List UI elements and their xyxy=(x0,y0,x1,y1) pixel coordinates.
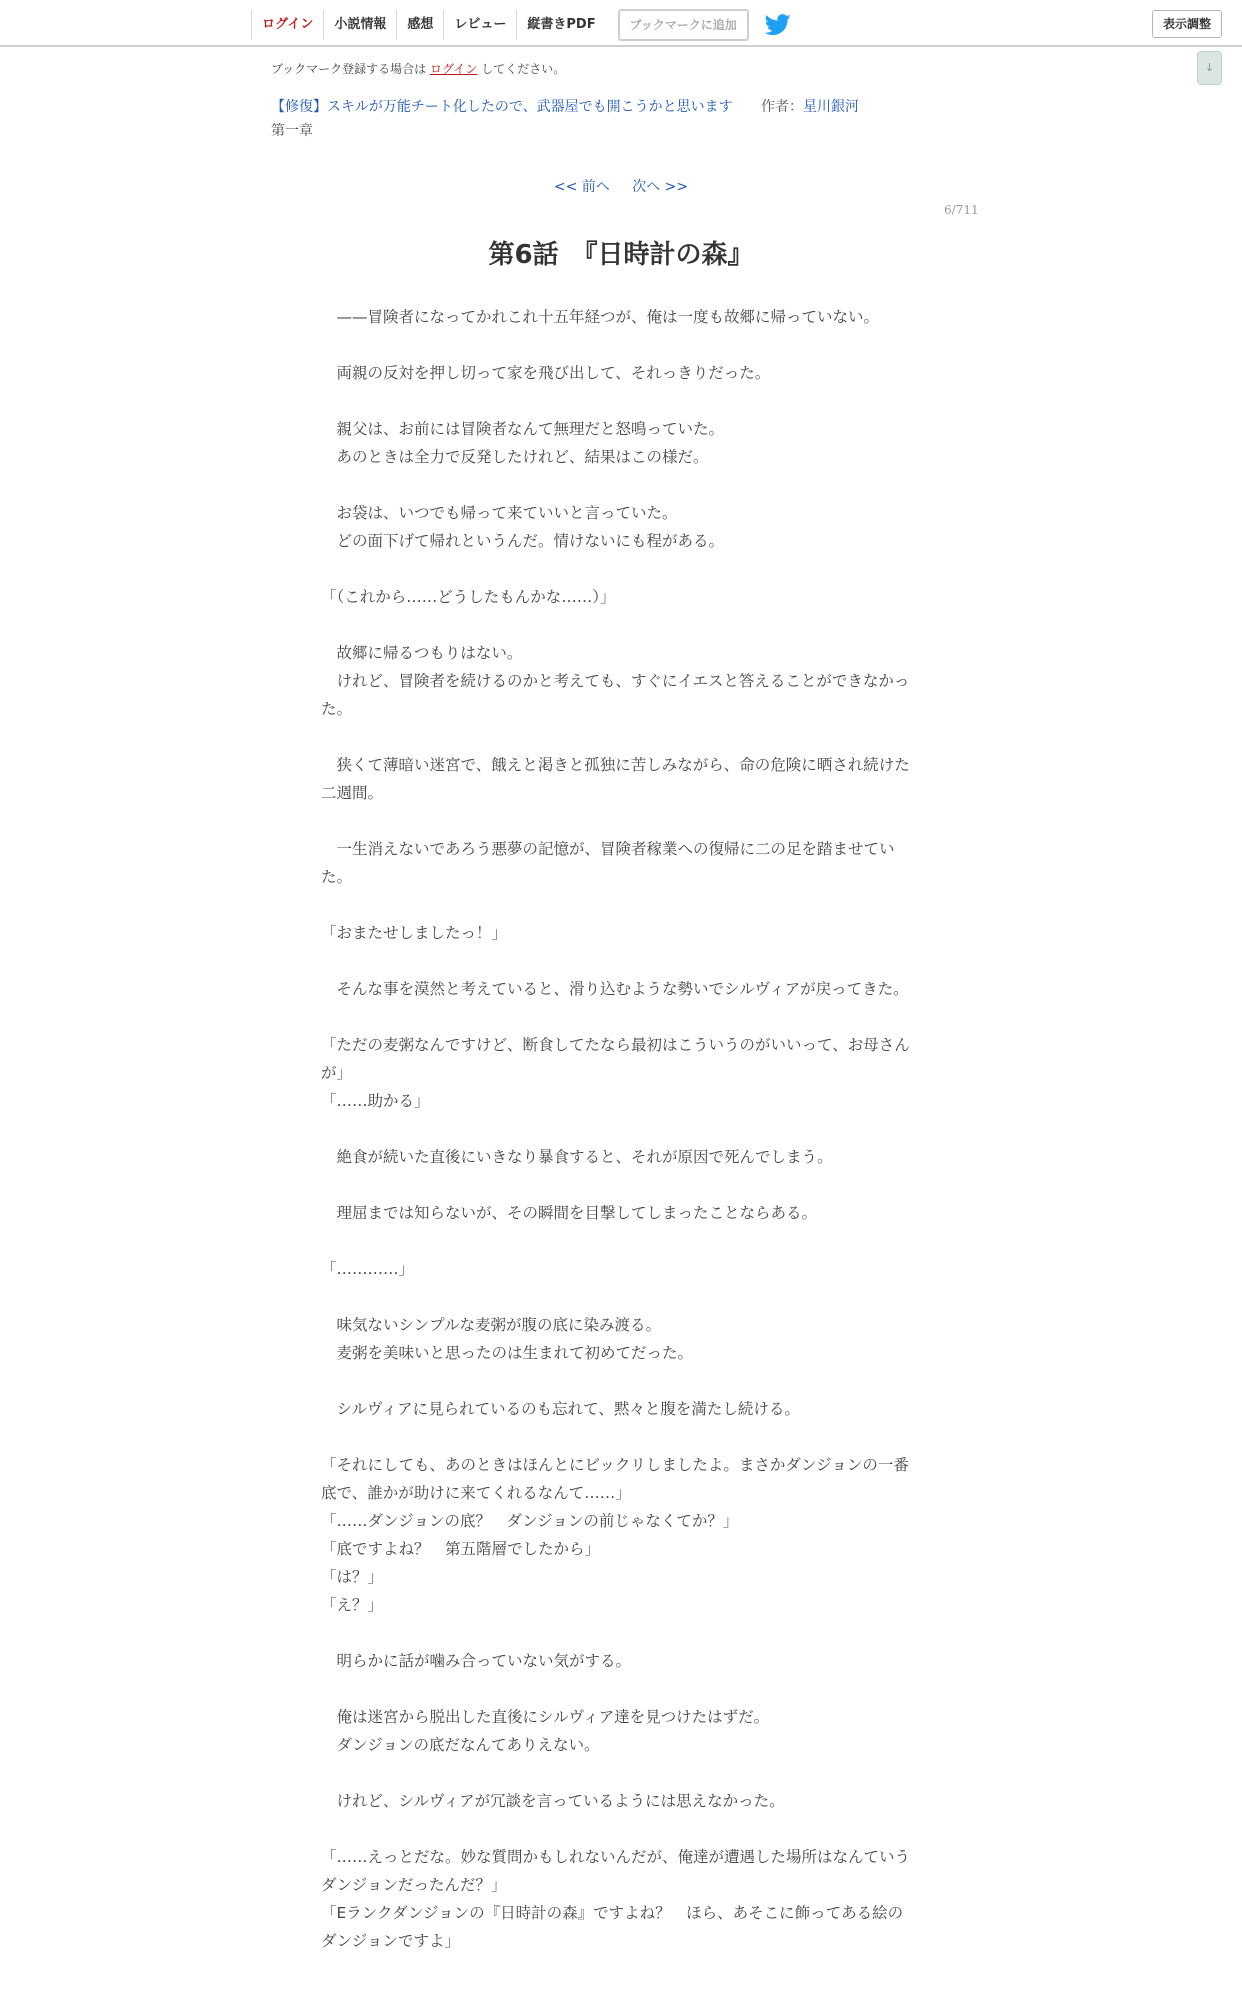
body-line: けれど、シルヴィアが冗談を言っているようには思えなかった。 xyxy=(321,1792,785,1810)
body-line: 俺は迷宮から脱出した直後にシルヴィア達を見つけたはずだ。 xyxy=(321,1708,770,1726)
blank-line xyxy=(321,723,917,751)
body-line: 明らかに話が噛み合っていない気がする。 xyxy=(321,1652,632,1670)
body-line: 「Eランクダンジョンの『日時計の森』ですよね？ ほら、あそこに飾ってある絵のダンジョンですよ」 xyxy=(321,1904,904,1950)
body-line: ダンジョンの底だなんてありえない。 xyxy=(321,1736,600,1754)
body-line: 理屈までは知らないが、その瞬間を目撃してしまったことならある。 xyxy=(321,1204,818,1222)
nav-impressions-link[interactable]: 感想 xyxy=(396,10,443,40)
blank-line xyxy=(321,1003,917,1031)
nav-review-link[interactable]: レビュー xyxy=(443,10,516,40)
notice-login-link[interactable]: ログイン xyxy=(430,62,478,76)
body-line: 「おまたせしましたっ！」 xyxy=(321,924,508,942)
blank-line xyxy=(321,1619,917,1647)
episode-title: 第6話 『日時計の森』 xyxy=(488,240,754,270)
body-line: 「え？」 xyxy=(321,1596,384,1614)
nav-novel-info-link[interactable]: 小説情報 xyxy=(323,10,396,40)
blank-line xyxy=(321,1423,917,1451)
blank-line xyxy=(321,1115,917,1143)
body-line: 両親の反対を押し切って家を飛び出して、それっきりだった。 xyxy=(321,364,771,382)
notice-prefix: ブックマーク登録する場合は xyxy=(271,62,427,76)
blank-line xyxy=(321,1367,917,1395)
twitter-bird-icon[interactable] xyxy=(765,14,791,36)
body-line: 「は？」 xyxy=(321,1568,384,1586)
nav-links xyxy=(251,10,791,40)
blank-line xyxy=(321,807,917,835)
body-line: 麦粥を美味いと思ったのは生まれて初めてだった。 xyxy=(321,1344,694,1362)
top-nav-bar xyxy=(0,0,1242,47)
blank-line xyxy=(321,1227,917,1255)
body-line: ——冒険者になってかれこれ十五年経つが、俺は一度も故郷に帰っていない。 xyxy=(321,308,880,326)
body-line: 「ただの麦粥なんですけど、断食してたなら最初はこういうのがいいって、お母さんが」 xyxy=(321,1036,910,1082)
body-line: どの面下げて帰れというんだ。情けないにも程がある。 xyxy=(321,532,725,550)
body-line: そんな事を漠然と考えていると、滑り込むような勢いでシルヴィアが戻ってきた。 xyxy=(321,980,909,998)
novel-body-text xyxy=(321,303,917,1955)
blank-line xyxy=(321,1171,917,1199)
body-line: 「……助かる」 xyxy=(321,1092,430,1110)
body-line: 味気ないシンプルな麦粥が腹の底に染み渡る。 xyxy=(321,1316,661,1334)
body-line: 親父は、お前には冒険者なんて無理だと怒鳴っていた。 xyxy=(321,420,725,438)
nav-login-link[interactable]: ログイン xyxy=(251,10,323,40)
nav-vertical-pdf-link[interactable]: 縦書きPDF xyxy=(516,10,605,40)
add-bookmark-button[interactable]: ブックマークに追加 xyxy=(618,9,749,41)
blank-line xyxy=(321,555,917,583)
blank-line xyxy=(321,1759,917,1787)
episode-pager xyxy=(0,176,1242,196)
next-episode-link[interactable]: 次へ >> xyxy=(632,179,689,195)
blank-line xyxy=(321,947,917,975)
body-line: 「……えっとだな。妙な質問かもしれないんだが、俺達が遭遇した場所はなんていうダンジョンだったんだ？」 xyxy=(321,1848,911,1894)
episode-count: 6/711 xyxy=(944,203,979,217)
body-line: けれど、冒険者を続けるのかと考えても、すぐにイエスと答えることができなかった。 xyxy=(321,672,910,718)
body-line: 一生消えないであろう悪夢の記憶が、冒険者稼業への復帰に二の足を踏ませていた。 xyxy=(321,840,895,886)
blank-line xyxy=(321,1283,917,1311)
blank-line xyxy=(321,387,917,415)
arrow-down-icon[interactable]: ↓ xyxy=(1197,51,1222,85)
body-line: 故郷に帰るつもりはない。 xyxy=(321,644,523,662)
body-line: シルヴィアに見られているのも忘れて、黙々と腹を満たし続ける。 xyxy=(321,1400,800,1418)
novel-meta xyxy=(271,96,859,116)
blank-line xyxy=(321,611,917,639)
blank-line xyxy=(321,891,917,919)
blank-line xyxy=(321,1675,917,1703)
author-label: 作者： xyxy=(761,99,804,115)
prev-episode-link[interactable]: << 前へ xyxy=(553,179,610,195)
body-line: 「……ダンジョンの底？ ダンジョンの前じゃなくてか？」 xyxy=(321,1512,739,1530)
author-link[interactable]: 星川銀河 xyxy=(803,99,860,115)
body-line: 「底ですよね？ 第五階層でしたから」 xyxy=(321,1540,601,1558)
body-line: 「…………」 xyxy=(321,1260,415,1278)
body-line: 絶食が続いた直後にいきなり暴食すると、それが原因で死んでしまう。 xyxy=(321,1148,833,1166)
body-line: お袋は、いつでも帰って来ていいと言っていた。 xyxy=(321,504,678,522)
body-line: 「それにしても、あのときはほんとにビックリしましたよ。まさかダンジョンの一番底で、誰かが助けに来てくれるなんて……」 xyxy=(321,1456,909,1502)
chapter-title: 第一章 xyxy=(271,123,313,139)
blank-line xyxy=(321,1815,917,1843)
bookmark-login-notice xyxy=(271,60,565,77)
body-line: あのときは全力で反発したけれど、結果はこの様だ。 xyxy=(321,448,709,466)
blank-line xyxy=(321,471,917,499)
notice-suffix: してください。 xyxy=(481,62,566,76)
blank-line xyxy=(321,331,917,359)
body-line: 「（これから……どうしたもんかな……）」 xyxy=(321,588,616,606)
display-settings-button[interactable]: 表示調整 xyxy=(1152,10,1222,38)
body-line: 狭くて薄暗い迷宮で、餓えと渇きと孤独に苦しみながら、命の危険に晒され続けた二週間。 xyxy=(321,756,910,802)
novel-title-link[interactable]: 【修復】スキルが万能チート化したので、武器屋でも開こうかと思います xyxy=(271,99,733,115)
